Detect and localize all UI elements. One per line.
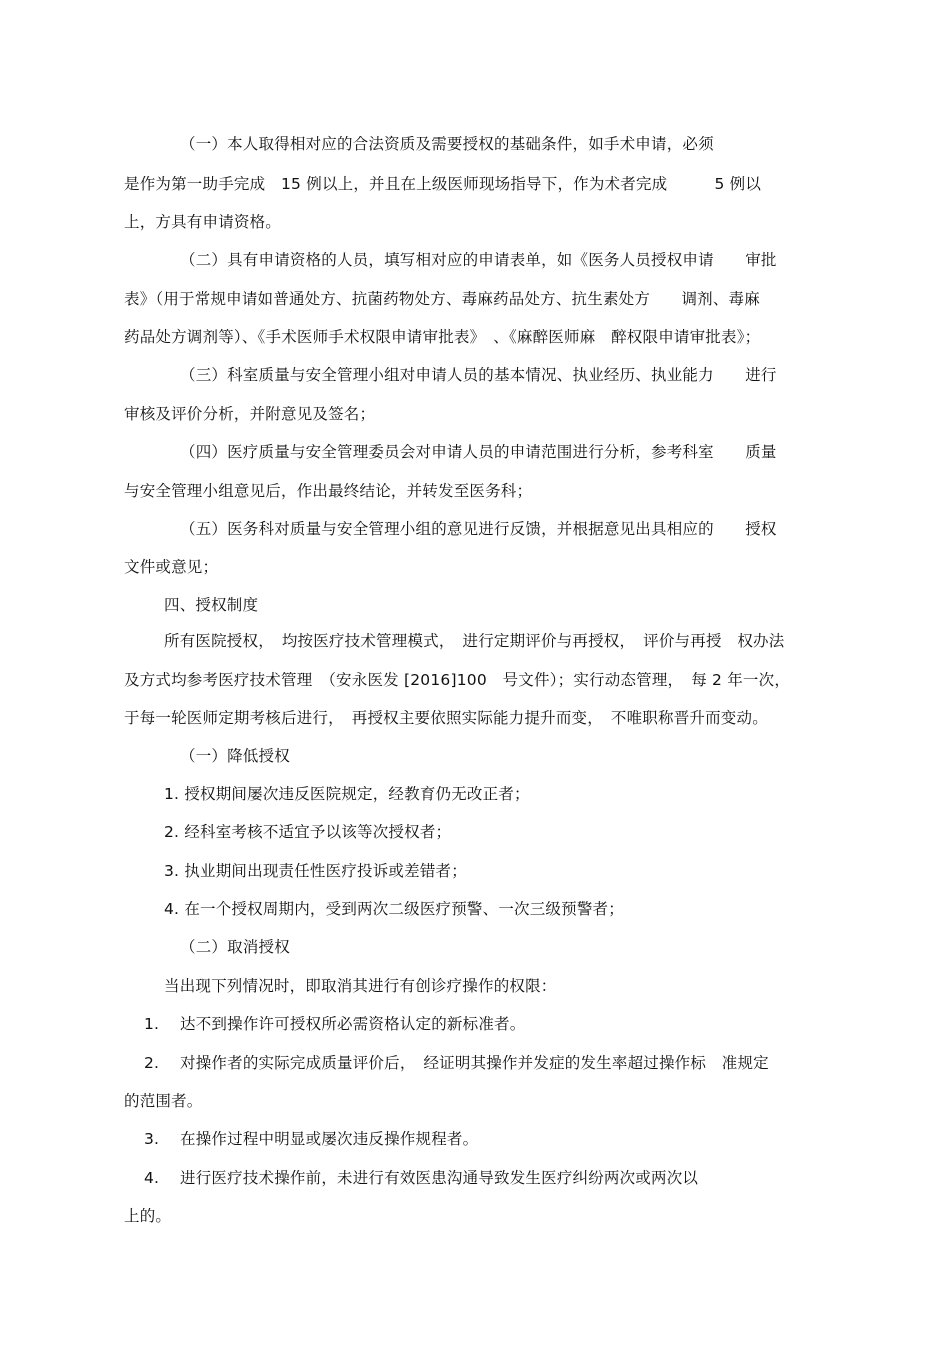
paragraph-2-line-1: （二）具有申请资格的人员，填写相对应的申请表单，如《医务人员授权申请 审批	[180, 251, 777, 269]
cancel-intro: 当出现下列情况时，即取消其进行有创诊疗操作的权限：	[164, 977, 557, 995]
paragraph-2-line-2: 表》（用于常规申请如普通处方、抗菌药物处方、毒麻药品处方、抗生素处方 调剂、毒麻	[124, 290, 760, 308]
cancel-item-2-line-2: 的范围者。	[124, 1092, 203, 1110]
paragraph-4-line-1: （四）医疗质量与安全管理委员会对申请人员的申请范围进行分析，参考科室 质量	[180, 443, 777, 461]
paragraph-6-line-1: 所有医院授权， 均按医疗技术管理模式， 进行定期评价与再授权， 评价与再授 权办法	[164, 632, 785, 650]
cancel-item-4-line-1: 4. 进行医疗技术操作前，未进行有效医患沟通导致发生医疗纠纷两次或两次以	[144, 1169, 699, 1187]
reduce-item-1: 1. 授权期间屡次违反医院规定，经教育仍无改正者；	[164, 785, 530, 803]
paragraph-4-line-2: 与安全管理小组意见后，作出最终结论，并转发至医务科；	[124, 482, 533, 500]
reduce-item-4: 4. 在一个授权周期内，受到两次二级医疗预警、一次三级预警者；	[164, 900, 624, 918]
subheading-cancel-authorization: （二）取消授权	[180, 938, 290, 956]
paragraph-1-line-1: （一）本人取得相对应的合法资质及需要授权的基础条件，如手术申请，必须	[180, 135, 714, 153]
cancel-item-3: 3. 在操作过程中明显或屡次违反操作规程者。	[144, 1130, 479, 1148]
reduce-item-3: 3. 执业期间出现责任性医疗投诉或差错者；	[164, 862, 467, 880]
section-heading-authorization-system: 四、授权制度	[164, 596, 259, 614]
cancel-item-2-line-1: 2. 对操作者的实际完成质量评价后， 经证明其操作并发症的发生率超过操作标 准规定	[144, 1054, 769, 1072]
paragraph-1-line-3: 上，方具有申请资格。	[124, 213, 282, 231]
paragraph-1-line-2: 是作为第一助手完成 15 例以上，并且在上级医师现场指导下，作为术者完成 5 例以	[124, 175, 762, 193]
paragraph-6-line-2: 及方式均参考医疗技术管理 （安永医发 [2016]100 号文件）；实行动态管理， 每 2 年一次，	[124, 671, 791, 689]
paragraph-2-line-3: 药品处方调剂等）、《手术医师手术权限申请审批表》 、《麻醉医师麻 醉权限申请审批表》；	[124, 328, 761, 346]
paragraph-5-line-2: 文件或意见；	[124, 558, 219, 576]
reduce-item-2: 2. 经科室考核不适宜予以该等次授权者；	[164, 823, 452, 841]
subheading-reduce-authorization: （一）降低授权	[180, 747, 290, 765]
cancel-item-4-line-2: 上的。	[124, 1207, 172, 1225]
cancel-item-1: 1. 达不到操作许可授权所必需资格认定的新标准者。	[144, 1015, 526, 1033]
paragraph-6-line-3: 于每一轮医师定期考核后进行， 再授权主要依照实际能力提升而变， 不唯职称晋升而变动。	[124, 709, 768, 727]
paragraph-3-line-1: （三）科室质量与安全管理小组对申请人员的基本情况、执业经历、执业能力 进行	[180, 366, 777, 384]
paragraph-3-line-2: 审核及评价分析，并附意见及签名；	[124, 405, 376, 423]
paragraph-5-line-1: （五）医务科对质量与安全管理小组的意见进行反馈，并根据意见出具相应的 授权	[180, 520, 777, 538]
